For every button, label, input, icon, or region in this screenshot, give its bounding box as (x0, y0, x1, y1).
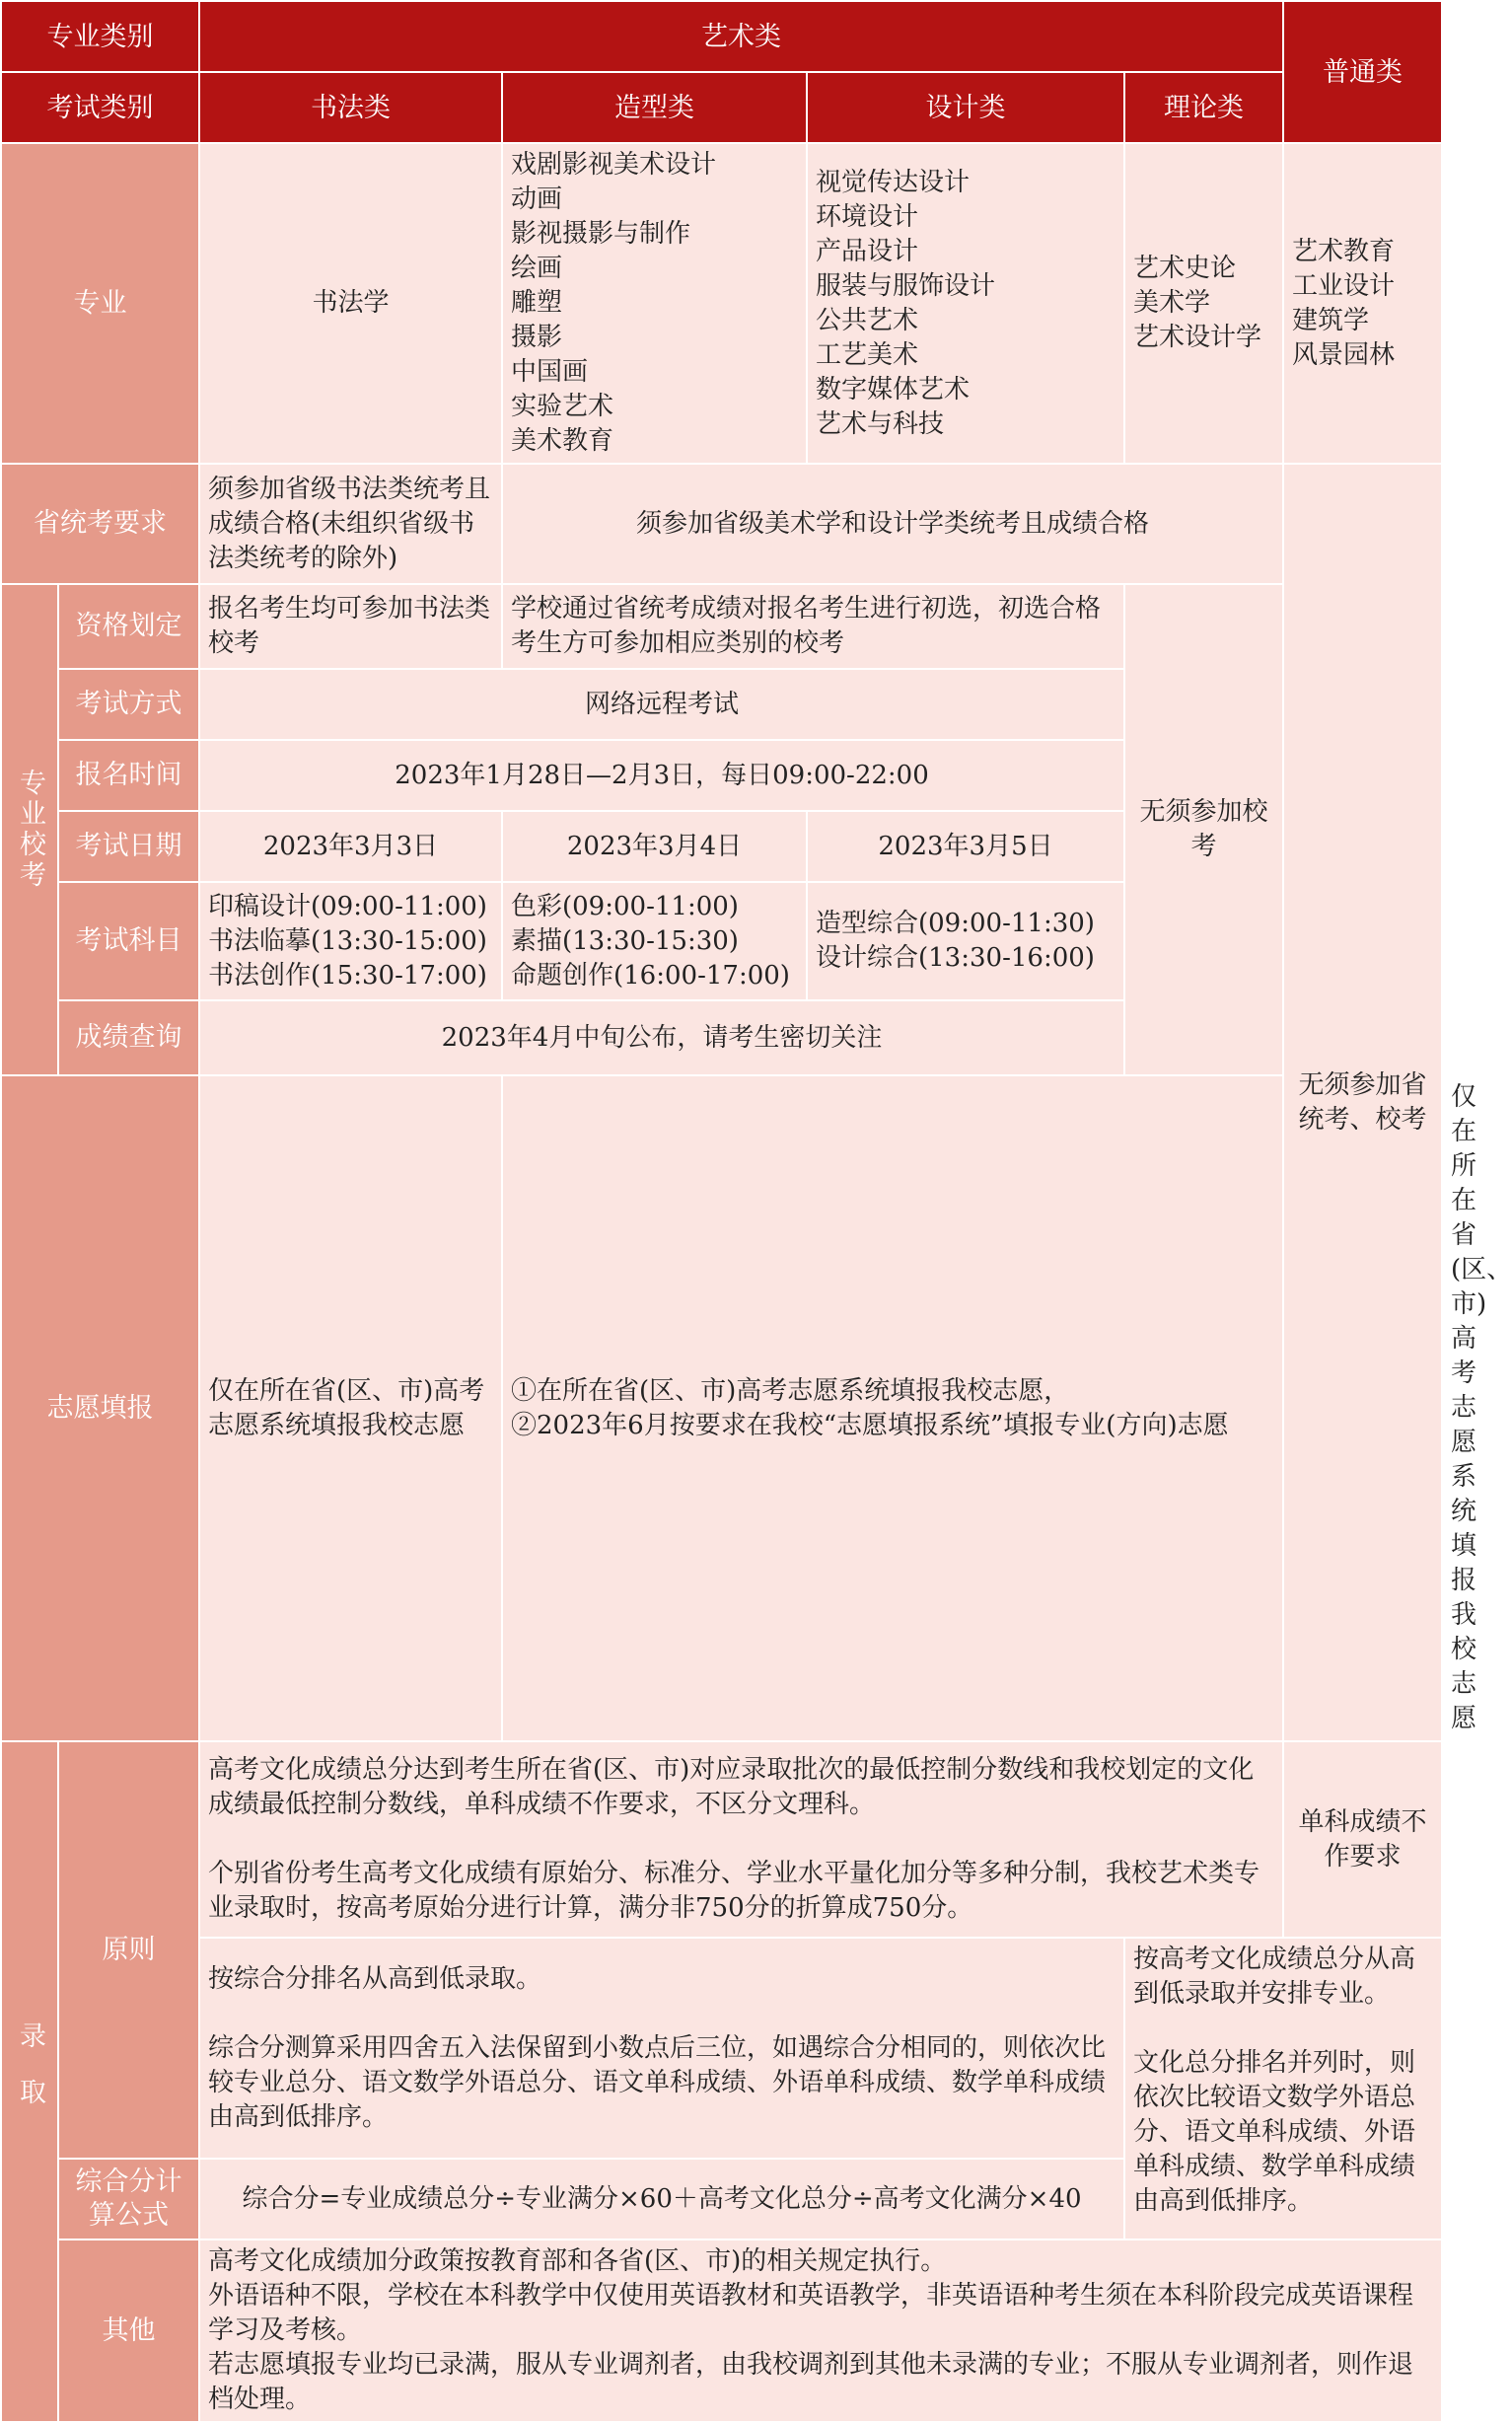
exam-subjects-label: 考试科目 (58, 882, 199, 1000)
principle-paragraph-1: 高考文化成绩总分达到考生所在省(区、市)对应录取批次的最低控制分数线和我校划定的文化成绩最低控制分数线，单科成绩不作要求，不区分文理科。 (208, 1755, 1255, 1819)
major-item: 建筑学 (1292, 305, 1370, 335)
major-item: 中国画 (511, 357, 589, 387)
general-ranking-text (1124, 1938, 1442, 2239)
other-label: 其他 (58, 2239, 199, 2422)
eligibility-label: 资格划定 (58, 584, 199, 669)
other-line: 高考文化成绩加分政策按教育部和各省(区、市)的相关规定执行。 (208, 2246, 947, 2276)
major-category-header: 专业类别 (1, 1, 199, 72)
other-line: 外语语种不限，学校在本科教学中仅使用英语教材和英语教学，非英语语种考生须在本科阶段完成英语课程学习及考核。 (208, 2281, 1414, 2345)
registration-label: 报名时间 (58, 740, 199, 811)
major-item: 产品设计 (816, 236, 919, 266)
principle-label: 原则 (58, 1741, 199, 2159)
exam-method: 网络远程考试 (199, 669, 1124, 740)
formula-label: 综合分计算公式 (58, 2159, 199, 2239)
major-item: 戏剧影视美术设计 (511, 150, 717, 180)
major-item: 影视摄影与制作 (511, 219, 691, 249)
subject-item: 素描(13:30-15:30) (511, 925, 739, 956)
provincial-exam-others: 须参加省级美术学和设计学类统考且成绩合格 (502, 464, 1283, 584)
general-school-exam-note: 无须参加省统考、校考 (1283, 464, 1442, 1741)
ranking-paragraph-1: 按综合分排名从高到低录取。 (208, 1963, 542, 1994)
calligraphy-header: 书法类 (199, 72, 502, 143)
principle-text (199, 1741, 1283, 1938)
application-step-2: ②2023年6月按要求在我校“志愿填报系统”填报专业(方向)志愿 (511, 1410, 1229, 1440)
application-calligraphy: 仅在所在省(区、市)高考志愿系统填报我校志愿 (199, 1075, 502, 1741)
general-ranking-paragraph-1: 按高考文化成绩总分从高到低录取并安排专业。 (1133, 1945, 1416, 2009)
theory-school-exam-note: 无须参加校考 (1124, 584, 1283, 1075)
results-label: 成绩查询 (58, 1000, 199, 1075)
subjects-calligraphy (199, 882, 502, 1000)
general-single-subject-note: 单科成绩不作要求 (1283, 1741, 1442, 1938)
majors-label: 专业 (1, 143, 199, 464)
application-others (502, 1075, 1283, 1741)
major-item: 数字媒体艺术 (816, 374, 971, 404)
exam-date-design: 2023年3月5日 (807, 811, 1124, 882)
ranking-paragraph-2: 综合分测算采用四舍五入法保留到小数点后三位，如遇综合分相同的，则依次比较专业总分、语文数学外语总分、语文单科成绩、外语单科成绩、数学单科成绩由高到低排序。 (208, 2032, 1107, 2132)
major-item: 风景园林 (1292, 339, 1396, 370)
subjects-design (807, 882, 1124, 1000)
subjects-modeling (502, 882, 807, 1000)
school-exam-group-label: 专业校考 (1, 584, 58, 1075)
general-category-header: 普通类 (1283, 1, 1442, 143)
major-item: 美术学 (1133, 288, 1211, 318)
major-item: 服装与服饰设计 (816, 270, 996, 301)
major-item: 艺术设计学 (1133, 323, 1262, 352)
subject-item: 印稿设计(09:00-11:00) (208, 891, 487, 921)
exam-date-calligraphy: 2023年3月3日 (199, 811, 502, 882)
subject-item: 书法临摹(13:30-15:00) (208, 925, 487, 956)
admission-table: 专业类别 艺术类 普通类 考试类别 书法类 造型类 设计类 理论类 专业 书法学 戏剧影视美术设计 动画 影视摄影与制作 绘画 雕塑 摄影 中国画 实验艺术 美术教育 视觉传达设计 环境设计 产品设计 服装与服饰设计 公共艺术 工艺美术 数字媒体艺术 艺术与科技 艺术史论 美术学 艺术设计学 艺术教育 工业设计 建筑学 风景园林 省统考要求 须参加省级书法类统考且成绩合格(未组织省级书法类统考的除外) 须参加省级美术学和设计学类统考且成绩合格 无须参加省统考、校考 专业校考 资格划定 报名考生均可参加书法类校考 学校通过省统考成绩对报名考生进行初选，初选合格考生方可参加相应类别的校考 无须参加校考 考试方式 网络远程考试 报名时间 2023年1月28日—2月3日，每日09:00-22:00 考试日期 2023年3月3日 2023年3月4日 2023年3月5日 考试科目 印稿设计(09:00-11:00) 书法临摹(13:30-15:00) 书法创作(15:30-17:00) 色彩(09:00-11:00) 素描(13:30-15:30) 命题创作(16:00-17:00) 造型综合(09:00-11:30) 设计综合(13:30-16:00) 成绩查询 2023年4月中旬公布，请考生密切关注 志愿填报 仅在所在省(区、市)高考志愿系统填报我校志愿 ①在所在省(区、市)高考志愿系统填报我校志愿， ②2023年6月按要求在我校“志愿填报系统”填报专业(方向)志愿 仅在所在省(区、市)高考志愿系统填报我校志愿 录取 原则 高考文化成绩总分达到考生所在省(区、市)对应录取批次的最低控制分数线和我校划定的文化成绩最低控制分数线，单科成绩不作要求，不区分文理科。 个别省份考生高考文化成绩有原始分、标准分、学业水平量化加分等多种分制，我校艺术类专业录取时，按高考原始分进行计算，满分非750分的折算成750分。 单科成绩不作要求 按综合分排名从高到低录取。 综合分测算采用四舍五入法保留到小数点后三位，如遇综合分相同的，则依次比较专业总分、语文数学外语总分、语文单科成绩、外语单科成绩、数学单科成绩由高到低排序。 按高考文化成绩总分从高到低录取并安排专业。 文化总分排名并列时，则依次比较语文数学外语总分、语文单科成绩、外语单科成绩、数学单科成绩由高到低排序。 综合分计算公式 综合分=专业成绩总分÷专业满分×60＋高考文化总分÷高考文化满分×40 其他 高考文化成绩加分政策按教育部和各省(区、市)的相关规定执行。 外语语种不限，学校在本科教学中仅使用英语教材和英语教学，非英语语种考生须在本科阶段完成英语课程学习及考核。 若志愿填报专业均已录满，服从专业调剂者，由我校调剂到其他未录满的专业；不服从专业调剂者，则作退档处理。 (0, 0, 1443, 2423)
eligibility-others: 学校通过省统考成绩对报名考生进行初选，初选合格考生方可参加相应类别的校考 (502, 584, 1124, 669)
registration-time: 2023年1月28日—2月3日，每日09:00-22:00 (199, 740, 1124, 811)
major-item: 美术教育 (511, 426, 614, 456)
formula-text: 综合分=专业成绩总分÷专业满分×60＋高考文化总分÷高考文化满分×40 (199, 2159, 1124, 2239)
exam-category-header: 考试类别 (1, 72, 199, 143)
admission-group-text: 录取 (15, 2020, 45, 2134)
subject-item: 造型综合(09:00-11:30) (816, 909, 1095, 938)
subject-item: 书法创作(15:30-17:00) (208, 960, 487, 991)
design-majors (807, 143, 1124, 464)
application-step-1: ①在所在省(区、市)高考志愿系统填报我校志愿， (511, 1375, 1070, 1406)
major-item: 实验艺术 (511, 392, 614, 421)
application-label: 志愿填报 (1, 1075, 199, 1741)
results-announcement: 2023年4月中旬公布，请考生密切关注 (199, 1000, 1124, 1075)
eligibility-calligraphy: 报名考生均可参加书法类校考 (199, 584, 502, 669)
major-item: 视觉传达设计 (816, 167, 971, 197)
ranking-text (199, 1938, 1124, 2159)
calligraphy-majors (199, 143, 502, 464)
provincial-exam-calligraphy: 须参加省级书法类统考且成绩合格(未组织省级书法类统考的除外) (199, 464, 502, 584)
subject-item: 色彩(09:00-11:00) (511, 891, 739, 921)
design-header: 设计类 (807, 72, 1124, 143)
major-item: 公共艺术 (816, 305, 919, 335)
exam-method-label: 考试方式 (58, 669, 199, 740)
subject-item: 设计综合(13:30-16:00) (816, 943, 1095, 973)
art-category-header: 艺术类 (199, 1, 1283, 72)
major-item: 动画 (511, 184, 563, 214)
major-item: 环境设计 (816, 201, 919, 232)
major-item: 书法学 (312, 288, 390, 318)
other-text (199, 2239, 1442, 2422)
major-item: 工艺美术 (816, 339, 919, 370)
provincial-exam-label: 省统考要求 (1, 464, 199, 584)
modeling-header: 造型类 (502, 72, 807, 143)
general-majors (1283, 143, 1442, 464)
theory-majors (1124, 143, 1283, 464)
exam-date-label: 考试日期 (58, 811, 199, 882)
principle-paragraph-2: 个别省份考生高考文化成绩有原始分、标准分、学业水平量化加分等多种分制，我校艺术类专业录取时，按高考原始分进行计算，满分非750分的折算成750分。 (208, 1859, 1260, 1923)
exam-date-modeling: 2023年3月4日 (502, 811, 807, 882)
major-item: 摄影 (511, 323, 563, 352)
major-item: 艺术史论 (1133, 254, 1237, 283)
major-item: 艺术教育 (1292, 236, 1396, 266)
other-line: 若志愿填报专业均已录满，服从专业调剂者，由我校调剂到其他未录满的专业；不服从专业调剂者，则作退档处理。 (208, 2350, 1414, 2414)
theory-header: 理论类 (1124, 72, 1283, 143)
major-item: 工业设计 (1292, 270, 1396, 301)
admission-group-label (1, 1741, 58, 2422)
major-item: 艺术与科技 (816, 408, 945, 439)
major-item: 雕塑 (511, 288, 563, 318)
general-ranking-paragraph-2: 文化总分排名并列时，则依次比较语文数学外语总分、语文单科成绩、外语单科成绩、数学单科成绩由高到低排序。 (1133, 2048, 1416, 2216)
major-item: 绘画 (511, 254, 563, 283)
modeling-majors (502, 143, 807, 464)
subject-item: 命题创作(16:00-17:00) (511, 960, 790, 991)
